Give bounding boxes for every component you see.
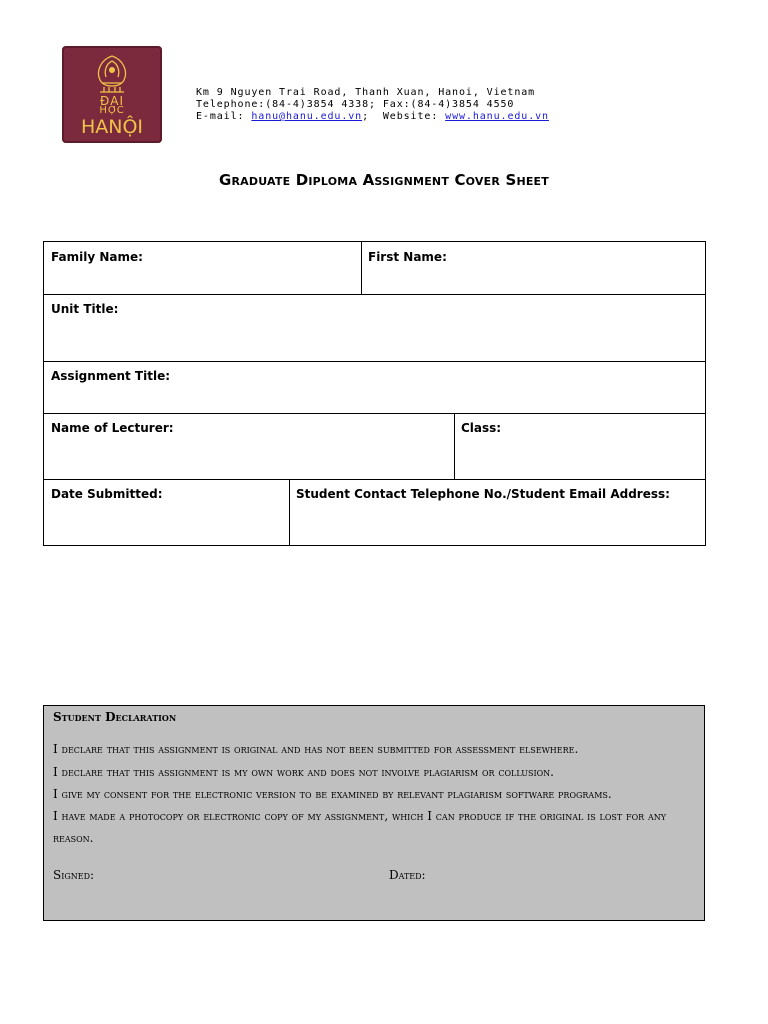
address-line: Km 9 Nguyen Trai Road, Thanh Xuan, Hanoi, Vietnam (196, 87, 536, 98)
student-details-form (43, 241, 706, 546)
contact-info (196, 87, 549, 123)
class-label: Class: (461, 421, 502, 435)
document-title: Graduate Diploma Assignment Cover Sheet (219, 171, 549, 189)
university-logo (62, 46, 162, 143)
telephone-line: Telephone:(84-4)3854 4338; Fax:(84-4)3854 4550 (196, 99, 515, 110)
declaration-heading: Student Declaration (53, 710, 177, 724)
first-name-field[interactable] (361, 242, 705, 295)
lecturer-name-field[interactable] (44, 413, 455, 480)
family-name-field[interactable] (44, 242, 362, 295)
assignment-title-field[interactable] (44, 361, 705, 414)
class-field[interactable] (454, 413, 705, 480)
student-declaration-box (43, 705, 705, 921)
logo-text-dai: ĐẠI (99, 94, 125, 108)
logo-text-hanoi: HANỘI (80, 116, 144, 138)
signed-field[interactable]: Signed: (53, 868, 95, 882)
declaration-line: I give my consent for the electronic version to be examined by relevant plagiarism software programs. (53, 787, 612, 801)
dated-field[interactable]: Dated: (389, 868, 426, 882)
lecturer-name-label: Name of Lecturer: (51, 421, 174, 435)
family-name-label: Family Name: (51, 250, 143, 264)
unit-title-label: Unit Title: (51, 302, 119, 316)
website-label: ; Website: (362, 111, 446, 122)
email-label: E-mail: (196, 111, 252, 122)
declaration-line: reason. (53, 831, 94, 845)
student-contact-label: Student Contact Telephone No./Student Email Address: (296, 487, 670, 501)
declaration-line: I have made a photocopy or electronic copy of my assignment, which I can produce if the original is lost for any (53, 809, 667, 823)
assignment-title-label: Assignment Title: (51, 369, 171, 383)
student-contact-field[interactable] (289, 479, 705, 545)
date-submitted-label: Date Submitted: (51, 487, 163, 501)
date-submitted-field[interactable] (44, 479, 290, 545)
first-name-label: First Name: (368, 250, 447, 264)
logo-text-hoc: HỌC (99, 105, 125, 116)
declaration-line: I declare that this assignment is my own work and does not involve plagiarism or collusion. (53, 765, 554, 779)
website-link[interactable]: www.hanu.edu.vn (445, 111, 549, 122)
unit-title-field[interactable] (44, 294, 705, 362)
email-link[interactable]: hanu@hanu.edu.vn (251, 111, 363, 122)
declaration-line: I declare that this assignment is original and has not been submitted for assessment elsewhere. (53, 742, 579, 756)
